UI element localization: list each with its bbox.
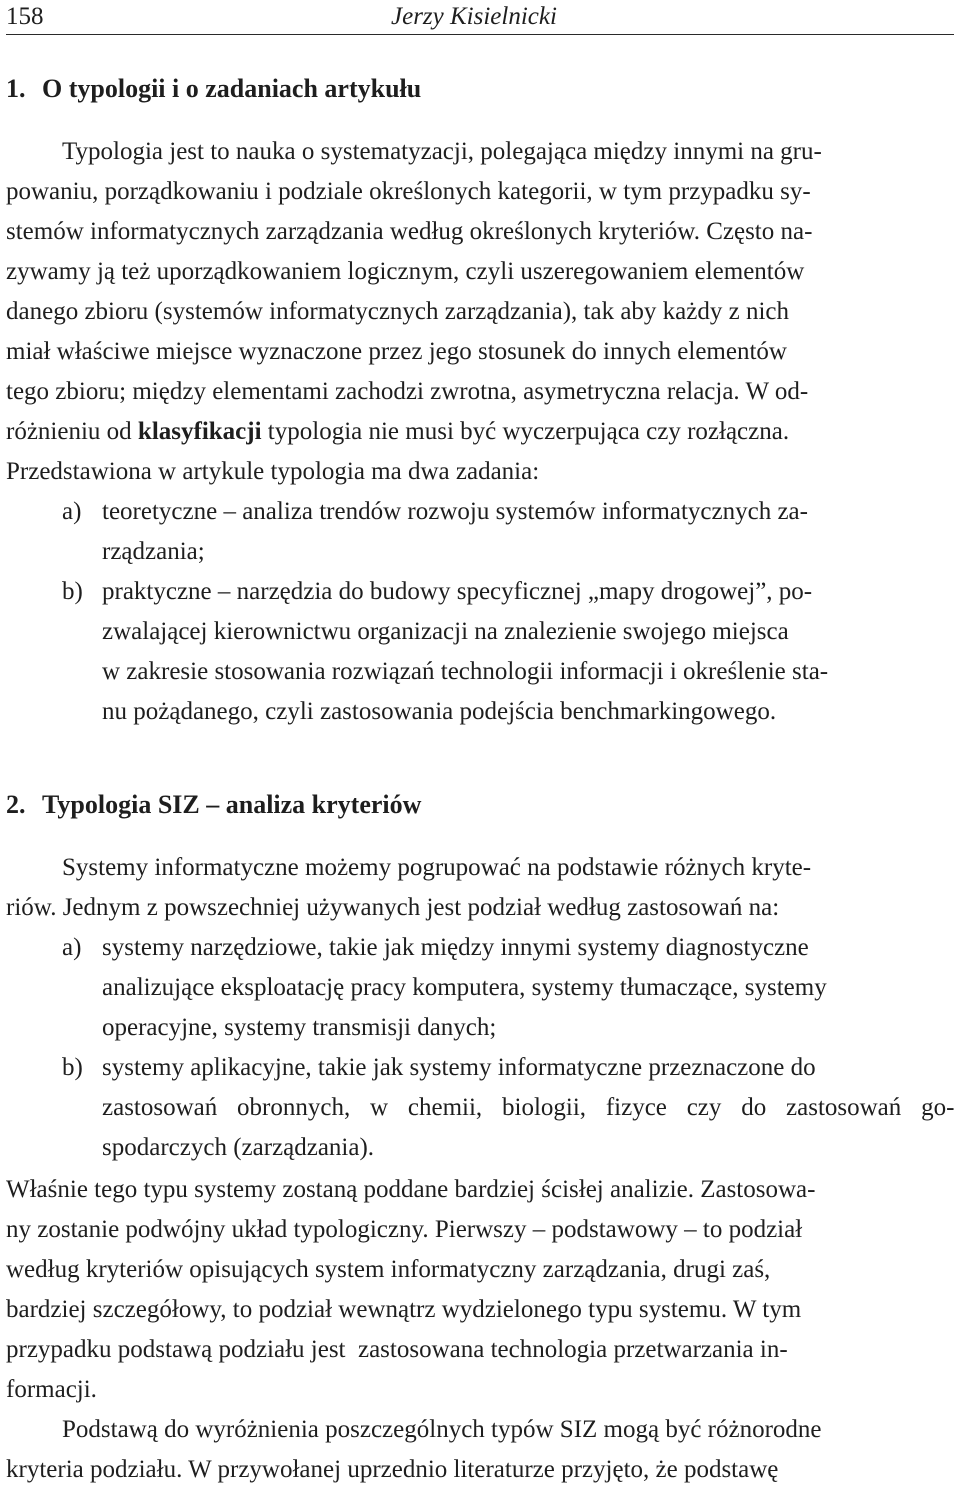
running-head: Jerzy Kisielnicki [391,3,557,30]
section-2-heading [6,785,421,825]
list-item-line: zastosowań obronnych, w chemii, biologii, fizyce czy do zastosowań go- [102,1094,955,1121]
list-item-line: systemy aplikacyjne, takie jak systemy informatyczne przeznaczone do [102,1054,816,1081]
paragraph-line: tego zbioru; między elementami zachodzi zwrotna, asymetryczna relacja. W od- [6,378,809,405]
paragraph-line [6,412,789,452]
paragraph-line: bardziej szczegółowy, to podział wewnątrz wydzielonego typu systemu. W tym [6,1296,802,1323]
paragraph-line: formacji. [6,1376,97,1403]
list-item-line: praktyczne – narzędzia do budowy specyficznej „mapy drogowej”, po- [102,578,813,605]
header-rule [6,34,954,35]
text-run: typologia nie musi być wyczerpująca czy rozłączna. [261,418,790,445]
section-1-heading [6,69,421,109]
list-label: a) [62,498,82,525]
paragraph-line: ny zostanie podwójny układ typologiczny. Pierwszy – podstawowy – to podział [6,1216,803,1243]
text-run: różnieniu od [6,418,138,445]
section-2-title: Typologia SIZ – analiza kryteriów [42,790,422,819]
paragraph-line: zywamy ją też uporządkowaniem logicznym, czyli uszeregowaniem elementów [6,258,805,285]
paragraph-line: Typologia jest to nauka o systematyzacji, polegająca między innymi na gru- [62,138,822,165]
list-item-line: teoretyczne – analiza trendów rozwoju systemów informatycznych za- [102,498,808,525]
paragraph-line: kryteria podziału. W przywołanej uprzednio literaturze przyjęto, że podstawę [6,1456,779,1483]
paragraph-line: według kryteriów opisujących system informatyczny zarządzania, drugi zaś, [6,1256,771,1283]
list-label: b) [62,578,83,605]
paragraph-line: powaniu, porządkowaniu i podziale określonych kategorii, w tym przypadku sy- [6,178,811,205]
paragraph-line: danego zbioru (systemów informatycznych zarządzania), tak aby każdy z nich [6,298,789,325]
list-item-line: nu pożądanego, czyli zastosowania podejścia benchmarkingowego. [102,698,777,725]
paragraph-line: Podstawą do wyróżnienia poszczególnych typów SIZ mogą być różnorodne [62,1416,822,1443]
list-label: a) [62,934,82,961]
paragraph-line: Systemy informatyczne możemy pogrupować na podstawie różnych kryte- [62,854,812,881]
page-number: 158 [6,3,44,30]
section-1-number: 1. [6,74,26,103]
list-item-line: rządzania; [102,538,205,565]
paragraph-line: miał właściwe miejsce wyznaczone przez jego stosunek do innych elementów [6,338,787,365]
list-item-line: operacyjne, systemy transmisji danych; [102,1014,497,1041]
paragraph-line: riów. Jednym z powszechniej używanych jest podział według zastosowań na: [6,894,780,921]
page-header [6,0,954,37]
list-item-line: zwalającej kierownictwu organizacji na znalezienie swojego miejsca [102,618,789,645]
list-item-line: w zakresie stosowania rozwiązań technologii informacji i określenie sta- [102,658,829,685]
paragraph-line: stemów informatycznych zarządzania według określonych kryteriów. Często na- [6,218,813,245]
section-2-number: 2. [6,790,26,819]
paragraph-line: Właśnie tego typu systemy zostaną poddane bardziej ścisłej analizie. Zastosowa- [6,1176,816,1203]
paragraph-line: Przedstawiona w artykule typologia ma dwa zadania: [6,458,540,485]
section-1-title: O typologii i o zadaniach artykułu [42,74,422,103]
list-item-line: analizujące eksploatację pracy komputera, systemy tłumaczące, systemy [102,974,827,1001]
list-item-line: spodarczych (zarządzania). [102,1134,375,1161]
paragraph-line: przypadku podstawą podziału jest zastosowana technologia przetwarzania in- [6,1336,788,1363]
list-label: b) [62,1054,83,1081]
list-item-line: systemy narzędziowe, takie jak między innymi systemy diagnostyczne [102,934,809,961]
bold-term: klasyfikacji [137,418,262,445]
